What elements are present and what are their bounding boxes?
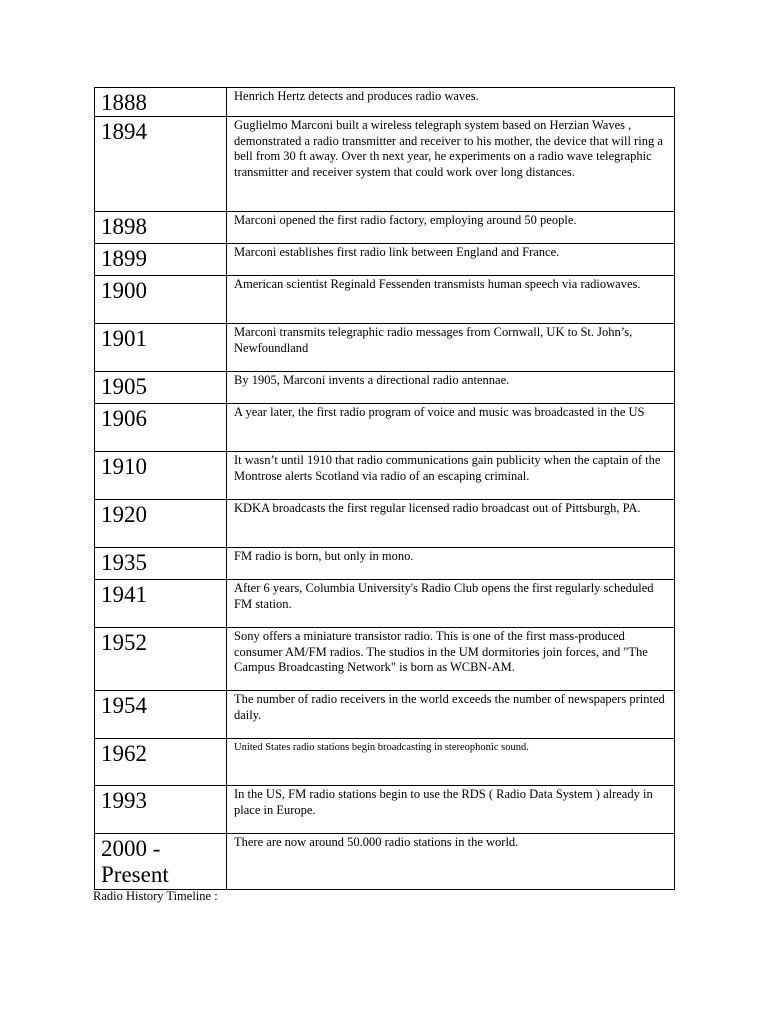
event-cell: United States radio stations begin broadcasting in stereophonic sound. <box>227 739 675 786</box>
table-row <box>95 500 675 548</box>
year-cell: 1941 <box>95 580 227 628</box>
year-cell: 1888 <box>95 88 227 117</box>
year-cell: 1962 <box>95 739 227 786</box>
table-caption: Radio History Timeline : <box>93 889 218 903</box>
table-row <box>95 372 675 404</box>
year-cell: 1905 <box>95 372 227 404</box>
year-cell: 1901 <box>95 324 227 372</box>
year-cell: 1935 <box>95 548 227 580</box>
table-row <box>95 117 675 212</box>
table-row <box>95 212 675 244</box>
event-cell: There are now around 50.000 radio stations in the world. <box>227 834 675 890</box>
event-cell: In the US, FM radio stations begin to use the RDS ( Radio Data System ) already in place in Europe. <box>227 786 675 834</box>
table-row <box>95 834 675 890</box>
year-cell: 1906 <box>95 404 227 452</box>
table-row <box>95 628 675 691</box>
event-cell: Sony offers a miniature transistor radio. This is one of the first mass-produced consumer AM/FM radios. The studios in the UM dormitories join forces, and "The Campus Broadcasting Network" is born as WCBN-AM. <box>227 628 675 691</box>
table-row <box>95 324 675 372</box>
year-cell: 1899 <box>95 244 227 276</box>
table-row <box>95 739 675 786</box>
table-row <box>95 786 675 834</box>
event-cell: Marconi transmits telegraphic radio messages from Cornwall, UK to St. John’s, Newfoundland <box>227 324 675 372</box>
event-cell: Marconi establishes first radio link between England and France. <box>227 244 675 276</box>
year-cell: 1952 <box>95 628 227 691</box>
year-cell: 2000 -Present <box>95 834 227 890</box>
table-row <box>95 691 675 739</box>
year-cell: 1920 <box>95 500 227 548</box>
table-row <box>95 276 675 324</box>
year-cell: 1894 <box>95 117 227 212</box>
event-cell: American scientist Reginald Fessenden transmists human speech via radiowaves. <box>227 276 675 324</box>
event-cell: The number of radio receivers in the world exceeds the number of newspapers printed daily. <box>227 691 675 739</box>
table-row <box>95 88 675 117</box>
event-cell: FM radio is born, but only in mono. <box>227 548 675 580</box>
table-row <box>95 404 675 452</box>
event-cell: Henrich Hertz detects and produces radio waves. <box>227 88 675 117</box>
table-row <box>95 580 675 628</box>
table-row <box>95 244 675 276</box>
year-cell: 1900 <box>95 276 227 324</box>
year-cell: 1898 <box>95 212 227 244</box>
year-cell: 1910 <box>95 452 227 500</box>
event-cell: Marconi opened the first radio factory, employing around 50 people. <box>227 212 675 244</box>
timeline-table <box>94 87 675 890</box>
event-cell: By 1905, Marconi invents a directional radio antennae. <box>227 372 675 404</box>
event-cell: KDKA broadcasts the first regular licensed radio broadcast out of Pittsburgh, PA. <box>227 500 675 548</box>
table-row <box>95 452 675 500</box>
table-row <box>95 548 675 580</box>
event-cell: It wasn’t until 1910 that radio communications gain publicity when the captain of the Montrose alerts Scotland via radio of an escaping criminal. <box>227 452 675 500</box>
event-cell: A year later, the first radio program of voice and music was broadcasted in the US <box>227 404 675 452</box>
event-cell: Guglielmo Marconi built a wireless telegraph system based on Herzian Waves , demonstrated a radio transmitter and receiver to his mother, the device that will ring a bell from 30 ft away. Over th next year, he experiments on a radio wave telegraphic transmitter and receiver system that could work over long distances. <box>227 117 675 212</box>
year-cell: 1993 <box>95 786 227 834</box>
event-cell: After 6 years, Columbia University's Radio Club opens the first regularly scheduled FM station. <box>227 580 675 628</box>
year-cell: 1954 <box>95 691 227 739</box>
